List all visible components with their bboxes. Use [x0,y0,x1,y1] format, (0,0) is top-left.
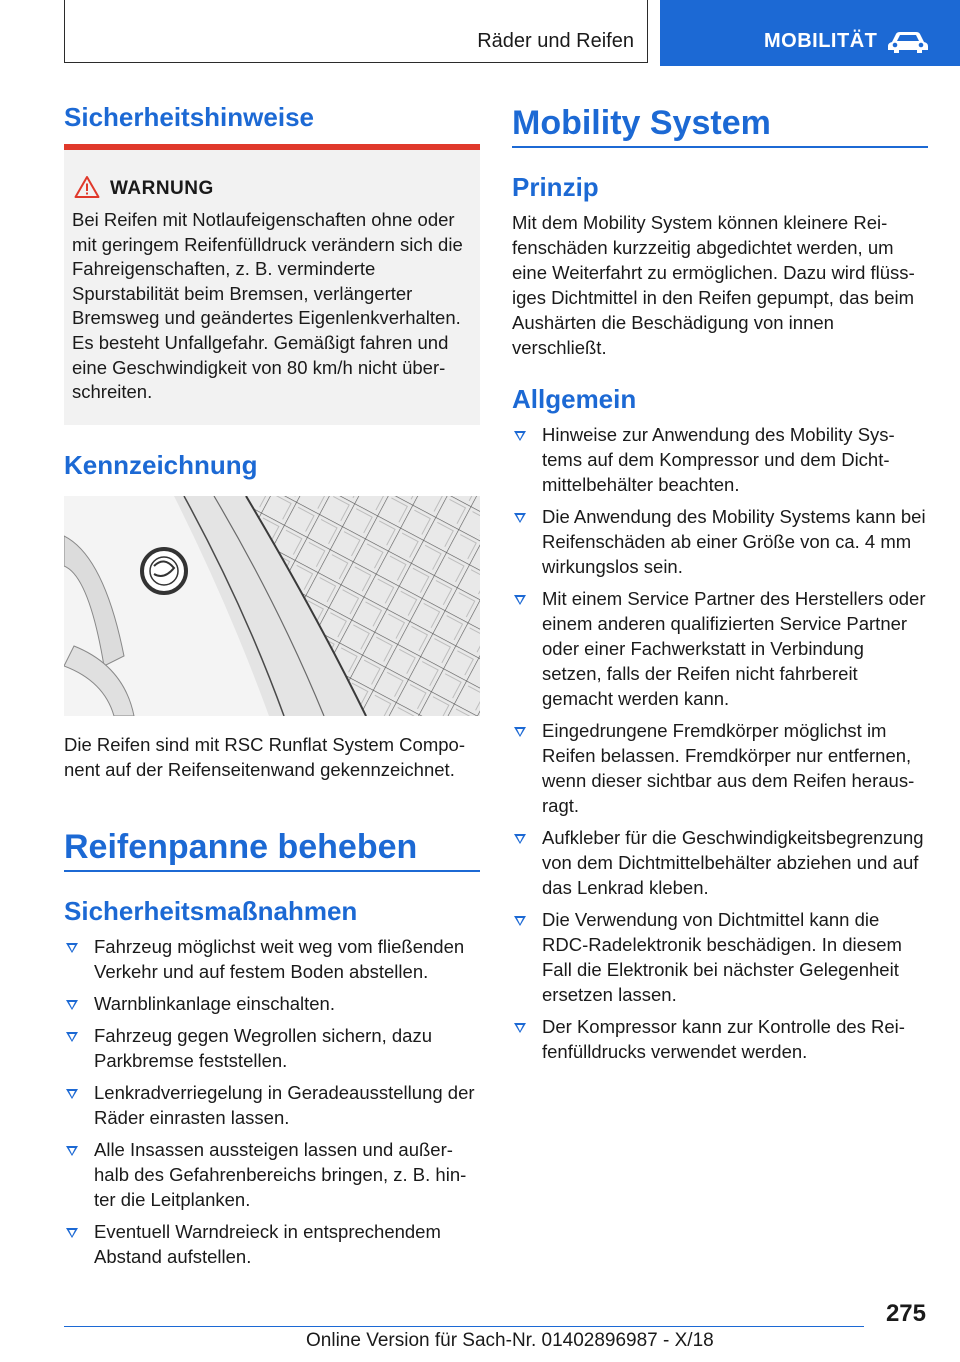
list-item: Die Verwendung von Dichtmittel kann die RDC-Radelektronik beschädigen. In diesem Fall die Elektronik bei nächster Gelegenheit ersetzen lassen. [512,907,928,1007]
list-item: Warnblinkanlage einschalten. [64,991,480,1016]
list-item: Eventuell Warndreieck in entsprechendem Abstand aufstellen. [64,1219,480,1269]
bullet-triangle-icon [66,1228,78,1238]
principle-text: Mit dem Mobility System können kleinere Reifenschäden kurzzeitig abgedichtet werden, um eine Weiterfahrt zu ermöglichen. Dazu wird flüssiges Dichtmittel in den Reifen gepumpt, das beim Aushärten die Beschädigung von innen verschließt. [512,212,915,358]
list-item: Eingedrungene Fremdkörper möglichst im Reifen belassen. Fremdkörper nur entfernen, wenn dieser sichtbar aus dem Reifen herausragt. [512,718,928,818]
bullet-triangle-icon [66,1146,78,1156]
list-item: Die Anwendung des Mobility Systems kann bei Reifenschäden ab einer Größe von ca. 4 mm wirkungslos sein. [512,504,928,579]
mobility-system-heading: Mobility System [512,104,771,142]
breakdown-heading: Reifenpanne beheben [64,828,418,866]
bullet-triangle-icon [514,727,526,737]
heading-rule [64,870,480,872]
warning-triangle-icon [74,175,100,199]
list-item: Fahrzeug möglichst weit weg vom fließenden Verkehr und auf festem Boden abstellen. [64,934,480,984]
list-item: Fahrzeug gegen Wegrollen sichern, dazu Parkbremse feststellen. [64,1023,480,1073]
rsc-tire-sidewall-image [64,496,480,716]
list-item: Aufkleber für die Geschwindigkeitsbegrenzung von dem Dichtmittelbehälter abziehen und auf das Lenkrad kleben. [512,825,928,900]
bullet-triangle-icon [66,1032,78,1042]
bullet-triangle-icon [514,513,526,523]
list-item: Alle Insassen aussteigen lassen und außerhalb des Gefahrenbereichs bringen, z. B. hinter die Leitplanken. [64,1137,480,1212]
safety-measures-list [64,934,480,1276]
bullet-triangle-icon [66,1000,78,1010]
header-section-title: Räder und Reifen [477,30,634,52]
general-list [512,422,928,1071]
bullet-triangle-icon [514,916,526,926]
safety-measures-heading: Sicherheitsmaßnahmen [64,896,358,926]
bullet-triangle-icon [514,834,526,844]
marking-heading: Kennzeichnung [64,450,258,480]
tire-illustration [64,496,480,716]
footer-rule [64,1326,864,1327]
list-item: Lenkradverriegelung in Geradeausstellung der Räder einrasten lassen. [64,1080,480,1130]
bullet-triangle-icon [514,595,526,605]
safety-notes-heading: Sicherheitshinweise [64,102,314,132]
principle-heading: Prinzip [512,172,599,202]
bullet-triangle-icon [66,943,78,953]
bullet-triangle-icon [514,431,526,441]
page-header [0,0,960,66]
online-version-text: Online Version für Sach-Nr. 01402896987 - X/18 [306,1330,714,1351]
list-item: Hinweise zur Anwendung des Mobility Systems auf dem Kompressor und dem Dichtmittelbehälter beachten. [512,422,928,497]
image-caption: Die Reifen sind mit RSC Runflat System Component auf der Reifenseitenwand gekennzeichnet. [64,734,465,780]
bullet-triangle-icon [514,1023,526,1033]
warning-box [64,144,480,425]
list-item: Der Kompressor kann zur Kontrolle des Reifenfülldrucks verwendet werden. [512,1014,928,1064]
chapter-tab-label: MOBILITÄT [764,30,878,52]
general-heading: Allgemein [512,384,637,414]
bullet-triangle-icon [66,1089,78,1099]
warning-text: Bei Reifen mit Notlaufeigenschaften ohne oder mit geringem Reifenfülldruck verändern sich die Fahreigenschaften, z. B. verminderte Spurstabilität beim Bremsen, verlängerter Bremsweg und geändertes Eigenlenkverhalten. Es besteht Unfallgefahr. Gemäßigt fahren und eine Geschwindigkeit von 80 km/h nicht überschreiten. [72,209,463,403]
page-number: 275 [885,1300,926,1327]
warning-label: WARNUNG [110,178,214,199]
list-item: Mit einem Service Partner des Herstellers oder einem anderen qualifizierten Service Partner oder einer Fachwerkstatt in Verbindung setzen, falls der Reifen nicht fahrbereit gemacht werden kann. [512,586,928,711]
header-chapter-tab[interactable] [660,0,960,66]
heading-rule [512,146,928,148]
car-icon [886,28,930,54]
